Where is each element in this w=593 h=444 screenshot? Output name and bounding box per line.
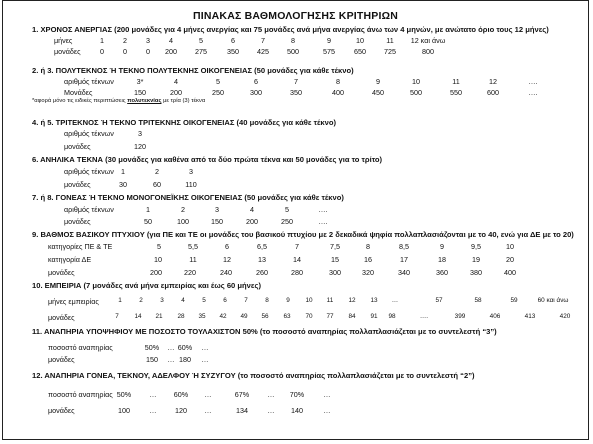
- table-cell: 120: [134, 142, 146, 151]
- row-label: μονάδες: [54, 47, 81, 56]
- table-cell: 10: [506, 242, 514, 251]
- table-cell: 250: [281, 217, 293, 226]
- table-cell: 12: [223, 255, 231, 264]
- table-cell: 9: [440, 242, 444, 251]
- table-cell: 16: [364, 255, 372, 264]
- table-cell: 11: [189, 255, 197, 264]
- table-cell: 400: [332, 88, 344, 97]
- table-cell: 134: [236, 406, 248, 415]
- table-cell: 11: [326, 297, 334, 304]
- table-cell: 7: [295, 242, 299, 251]
- table-cell: 500: [287, 47, 299, 56]
- table-cell: 10: [154, 255, 162, 264]
- table-cell: 15: [331, 255, 339, 264]
- table-cell: ….: [528, 88, 538, 97]
- table-cell: 14: [293, 255, 301, 264]
- table-cell: 150: [146, 355, 158, 364]
- table-cell: ….: [528, 77, 538, 86]
- section-header: 2. ή 3. ΠΟΛΥΤΕΚΝΟΣ Ή ΤΕΚΝΟ ΠΟΛΥΤΕΚΝΗΣ ΟΙΚΟΓΕΝΕΙΑΣ (50 μονάδες για κάθε τέκνο): [32, 66, 354, 75]
- section-header: 1. ΧΡΟΝΟΣ ΑΝΕΡΓΙΑΣ (200 μονάδες για 4 μήνες ανεργίας και 75 μονάδες ανά μήνα ανεργίας άνω των 4 μηνών, με ανώτατο όριο τους 12 μήνες): [32, 25, 549, 34]
- table-cell: 8: [366, 242, 370, 251]
- row-label: μήνες εμπειρίας: [48, 297, 99, 306]
- table-cell: 9: [376, 77, 380, 86]
- table-cell: …: [149, 390, 157, 399]
- table-cell: 320: [362, 268, 374, 277]
- table-cell: 8: [336, 77, 340, 86]
- table-cell: 275: [195, 47, 207, 56]
- table-cell: 3: [215, 205, 219, 214]
- row-label: μονάδες: [48, 355, 75, 364]
- table-cell: …: [323, 406, 331, 415]
- table-cell: 7,5: [330, 242, 340, 251]
- table-cell: 3: [160, 297, 164, 304]
- table-cell: 360: [436, 268, 448, 277]
- table-cell: 420: [559, 313, 571, 320]
- table-cell: 13: [258, 255, 266, 264]
- table-cell: 28: [177, 313, 185, 320]
- table-cell: 9: [286, 297, 290, 304]
- section-header: 6. ΑΝΗΛΙΚΑ ΤΕΚΝΑ (30 μονάδες για καθένα από τα δύο πρώτα τέκνα και 50 μονάδες για το τρίτο): [32, 155, 383, 164]
- row-label: μονάδες: [48, 268, 75, 277]
- table-cell: …: [201, 343, 209, 352]
- table-cell: 2: [181, 205, 185, 214]
- table-cell: 67%: [234, 390, 250, 399]
- table-cell: 30: [119, 180, 127, 189]
- table-cell: 425: [257, 47, 269, 56]
- table-cell: 406: [489, 313, 501, 320]
- table-cell: 150: [134, 88, 146, 97]
- table-cell: 50%: [116, 390, 132, 399]
- table-cell: 21: [155, 313, 163, 320]
- table-cell: 20: [506, 255, 514, 264]
- table-cell: 7: [244, 297, 248, 304]
- section-header: 11. ΑΝΑΠΗΡΙΑ ΥΠΟΨΗΦΙΟΥ ΜΕ ΠΟΣΟΣΤΟ ΤΟΥΛΑΧΙΣΤΟΝ 50% (το ποσοστό αναπηρίας πολλαπλασιάζεται με το συντελεστή “3”): [32, 327, 497, 336]
- row-label: μονάδες: [48, 406, 75, 415]
- table-cell: …: [149, 406, 157, 415]
- table-cell: 140: [291, 406, 303, 415]
- table-cell: 100: [177, 217, 189, 226]
- table-cell: 5: [202, 297, 206, 304]
- table-cell: 200: [165, 47, 177, 56]
- table-cell: 260: [256, 268, 268, 277]
- table-cell: …: [323, 390, 331, 399]
- table-cell: 5: [157, 242, 161, 251]
- table-cell: 4: [169, 36, 173, 45]
- table-cell: 413: [524, 313, 536, 320]
- table-cell: 0: [100, 47, 104, 56]
- table-cell: 12 και άνω: [410, 36, 446, 45]
- table-cell: 12: [489, 77, 497, 86]
- table-cell: 800: [422, 47, 434, 56]
- table-cell: 350: [227, 47, 239, 56]
- section-header: 10. ΕΜΠΕΙΡΙΑ (7 μονάδες ανά μήνα εμπειρίας και έως 60 μήνες): [32, 281, 261, 290]
- row-label: μονάδες: [64, 142, 91, 151]
- table-cell: 200: [150, 268, 162, 277]
- table-cell: 2: [139, 297, 143, 304]
- table-cell: 59: [510, 297, 518, 304]
- table-cell: 5: [285, 205, 289, 214]
- table-cell: 50: [144, 217, 152, 226]
- table-cell: 7: [115, 313, 119, 320]
- row-label: αριθμός τέκνων: [64, 77, 114, 86]
- table-cell: 6,5: [257, 242, 267, 251]
- table-cell: …: [267, 390, 275, 399]
- table-cell: …: [167, 355, 175, 364]
- table-cell: 3: [138, 129, 142, 138]
- table-cell: 10: [356, 36, 364, 45]
- table-cell: 5: [216, 77, 220, 86]
- table-cell: 280: [291, 268, 303, 277]
- row-label: μήνες: [54, 36, 73, 45]
- row-label: αριθμός τέκνων: [64, 129, 114, 138]
- table-cell: 6: [225, 242, 229, 251]
- table-cell: 220: [184, 268, 196, 277]
- table-cell: 7: [294, 77, 298, 86]
- table-cell: …: [167, 343, 175, 352]
- table-cell: 9: [327, 36, 331, 45]
- table-cell: 8: [291, 36, 295, 45]
- table-cell: …: [201, 355, 209, 364]
- table-cell: 77: [326, 313, 334, 320]
- table-cell: 250: [212, 88, 224, 97]
- table-cell: 380: [470, 268, 482, 277]
- table-cell: 400: [504, 268, 516, 277]
- table-cell: 63: [283, 313, 291, 320]
- table-cell: 7: [261, 36, 265, 45]
- table-cell: 180: [179, 355, 191, 364]
- table-cell: 12: [348, 297, 356, 304]
- table-cell: …: [204, 406, 212, 415]
- row-label: μονάδες: [48, 313, 75, 322]
- table-cell: 60 και άνω: [537, 297, 569, 304]
- table-cell: 500: [410, 88, 422, 97]
- table-cell: 1: [146, 205, 150, 214]
- table-cell: 300: [250, 88, 262, 97]
- table-cell: 600: [487, 88, 499, 97]
- table-cell: 3: [189, 167, 193, 176]
- section-header: 9. ΒΑΘΜΟΣ ΒΑΣΙΚΟΥ ΠΤΥΧΙΟΥ (για ΠΕ και ΤΕ οι μονάδες του βασικού πτυχίου με 2 δεκαδικά ψηφία πολλαπλασιάζονται με το 40, ενώ για ΔΕ με το 20): [32, 230, 574, 239]
- table-cell: 2: [155, 167, 159, 176]
- table-cell: 91: [370, 313, 378, 320]
- table-cell: 5: [199, 36, 203, 45]
- table-cell: 0: [123, 47, 127, 56]
- table-cell: 13: [370, 297, 378, 304]
- table-cell: 8,5: [399, 242, 409, 251]
- row-label: Μονάδες: [64, 88, 93, 97]
- table-cell: 10: [305, 297, 313, 304]
- table-cell: 1: [118, 297, 122, 304]
- table-cell: 550: [450, 88, 462, 97]
- table-cell: 4: [174, 77, 178, 86]
- table-cell: ….: [318, 205, 328, 214]
- table-cell: 650: [354, 47, 366, 56]
- table-cell: …: [204, 390, 212, 399]
- table-cell: 98: [388, 313, 396, 320]
- table-cell: 6: [223, 297, 227, 304]
- table-cell: 725: [384, 47, 396, 56]
- table-cell: 57: [435, 297, 443, 304]
- table-cell: 18: [438, 255, 446, 264]
- footnote-text: με τρία (3) τέκνα: [161, 98, 206, 104]
- table-cell: 11: [452, 77, 460, 86]
- table-cell: 35: [198, 313, 206, 320]
- table-cell: 70%: [289, 390, 305, 399]
- table-cell: 3: [146, 36, 150, 45]
- table-cell: 60%: [177, 343, 193, 352]
- footnote-text: *αφορά μόνο τις ειδικές περιπτώσεις: [32, 98, 128, 104]
- table-cell: 49: [240, 313, 248, 320]
- table-cell: 100: [118, 406, 130, 415]
- table-cell: 56: [261, 313, 269, 320]
- row-label: κατηγορίες ΠΕ & ΤΕ: [48, 242, 113, 251]
- section-header: 12. ΑΝΑΠΗΡΙΑ ΓΟΝΕΑ, ΤΕΚΝΟΥ, ΑΔΕΛΦΟΥ Ή ΣΥΖΥΓΟΥ (το ποσοστό αναπηρίας πολλαπλασιάζεται με το συντελεστή “2”): [32, 371, 475, 380]
- footnote: [32, 98, 205, 104]
- table-cell: 6: [231, 36, 235, 45]
- table-cell: 8: [265, 297, 269, 304]
- table-cell: 10: [412, 77, 420, 86]
- table-cell: …: [267, 406, 275, 415]
- table-cell: 350: [290, 88, 302, 97]
- table-cell: 200: [170, 88, 182, 97]
- table-cell: 300: [329, 268, 341, 277]
- table-cell: 0: [146, 47, 150, 56]
- footnote-emphasis: πολυτεκνίας: [127, 98, 162, 104]
- row-label: ποσοστό αναπηρίας: [48, 343, 113, 352]
- table-cell: 9,5: [471, 242, 481, 251]
- table-cell: 50%: [144, 343, 160, 352]
- row-label: μονάδες: [64, 180, 91, 189]
- table-cell: 200: [246, 217, 258, 226]
- table-cell: 120: [175, 406, 187, 415]
- table-cell: 11: [386, 36, 394, 45]
- table-cell: ….: [318, 217, 328, 226]
- table-cell: 1: [100, 36, 104, 45]
- table-cell: 110: [185, 180, 197, 189]
- table-cell: …: [391, 297, 399, 304]
- table-cell: 450: [372, 88, 384, 97]
- table-cell: 3*: [136, 77, 144, 86]
- table-cell: 6: [254, 77, 258, 86]
- table-cell: 60%: [173, 390, 189, 399]
- table-cell: 19: [472, 255, 480, 264]
- table-cell: 340: [398, 268, 410, 277]
- section-header: 4. ή 5. ΤΡΙΤΕΚΝΟΣ Ή ΤΕΚΝΟ ΤΡΙΤΕΚΝΗΣ ΟΙΚΟΓΕΝΕΙΑΣ (40 μονάδες για κάθε τέκνο): [32, 118, 337, 127]
- table-cell: 575: [323, 47, 335, 56]
- table-cell: 84: [348, 313, 356, 320]
- table-cell: 60: [153, 180, 161, 189]
- section-header: 7. ή 8. ΓΟΝΕΑΣ Ή ΤΕΚΝΟ ΜΟΝΟΓΟΝΕΪΚΗΣ ΟΙΚΟΓΕΝΕΙΑΣ (50 μονάδες για κάθε τέκνο): [32, 193, 344, 202]
- table-cell: 240: [220, 268, 232, 277]
- table-cell: 4: [181, 297, 185, 304]
- table-cell: 17: [400, 255, 408, 264]
- row-label: αριθμός τέκνων: [64, 205, 114, 214]
- page-title: ΠΙΝΑΚΑΣ ΒΑΘΜΟΛΟΓΗΣΗΣ ΚΡΙΤΗΡΙΩΝ: [192, 10, 399, 22]
- table-cell: 42: [219, 313, 227, 320]
- row-label: αριθμός τέκνων: [64, 167, 114, 176]
- table-cell: 14: [134, 313, 142, 320]
- row-label: μονάδες: [64, 217, 91, 226]
- table-cell: 4: [250, 205, 254, 214]
- table-cell: 70: [305, 313, 313, 320]
- row-label: κατηγορία ΔΕ: [48, 255, 92, 264]
- row-label: ποσοστό αναπηρίας: [48, 390, 113, 399]
- table-cell: 150: [211, 217, 223, 226]
- table-cell: ….: [419, 313, 429, 320]
- table-cell: 1: [121, 167, 125, 176]
- table-cell: 5,5: [188, 242, 198, 251]
- table-cell: 399: [454, 313, 466, 320]
- table-cell: 58: [474, 297, 482, 304]
- table-cell: 2: [123, 36, 127, 45]
